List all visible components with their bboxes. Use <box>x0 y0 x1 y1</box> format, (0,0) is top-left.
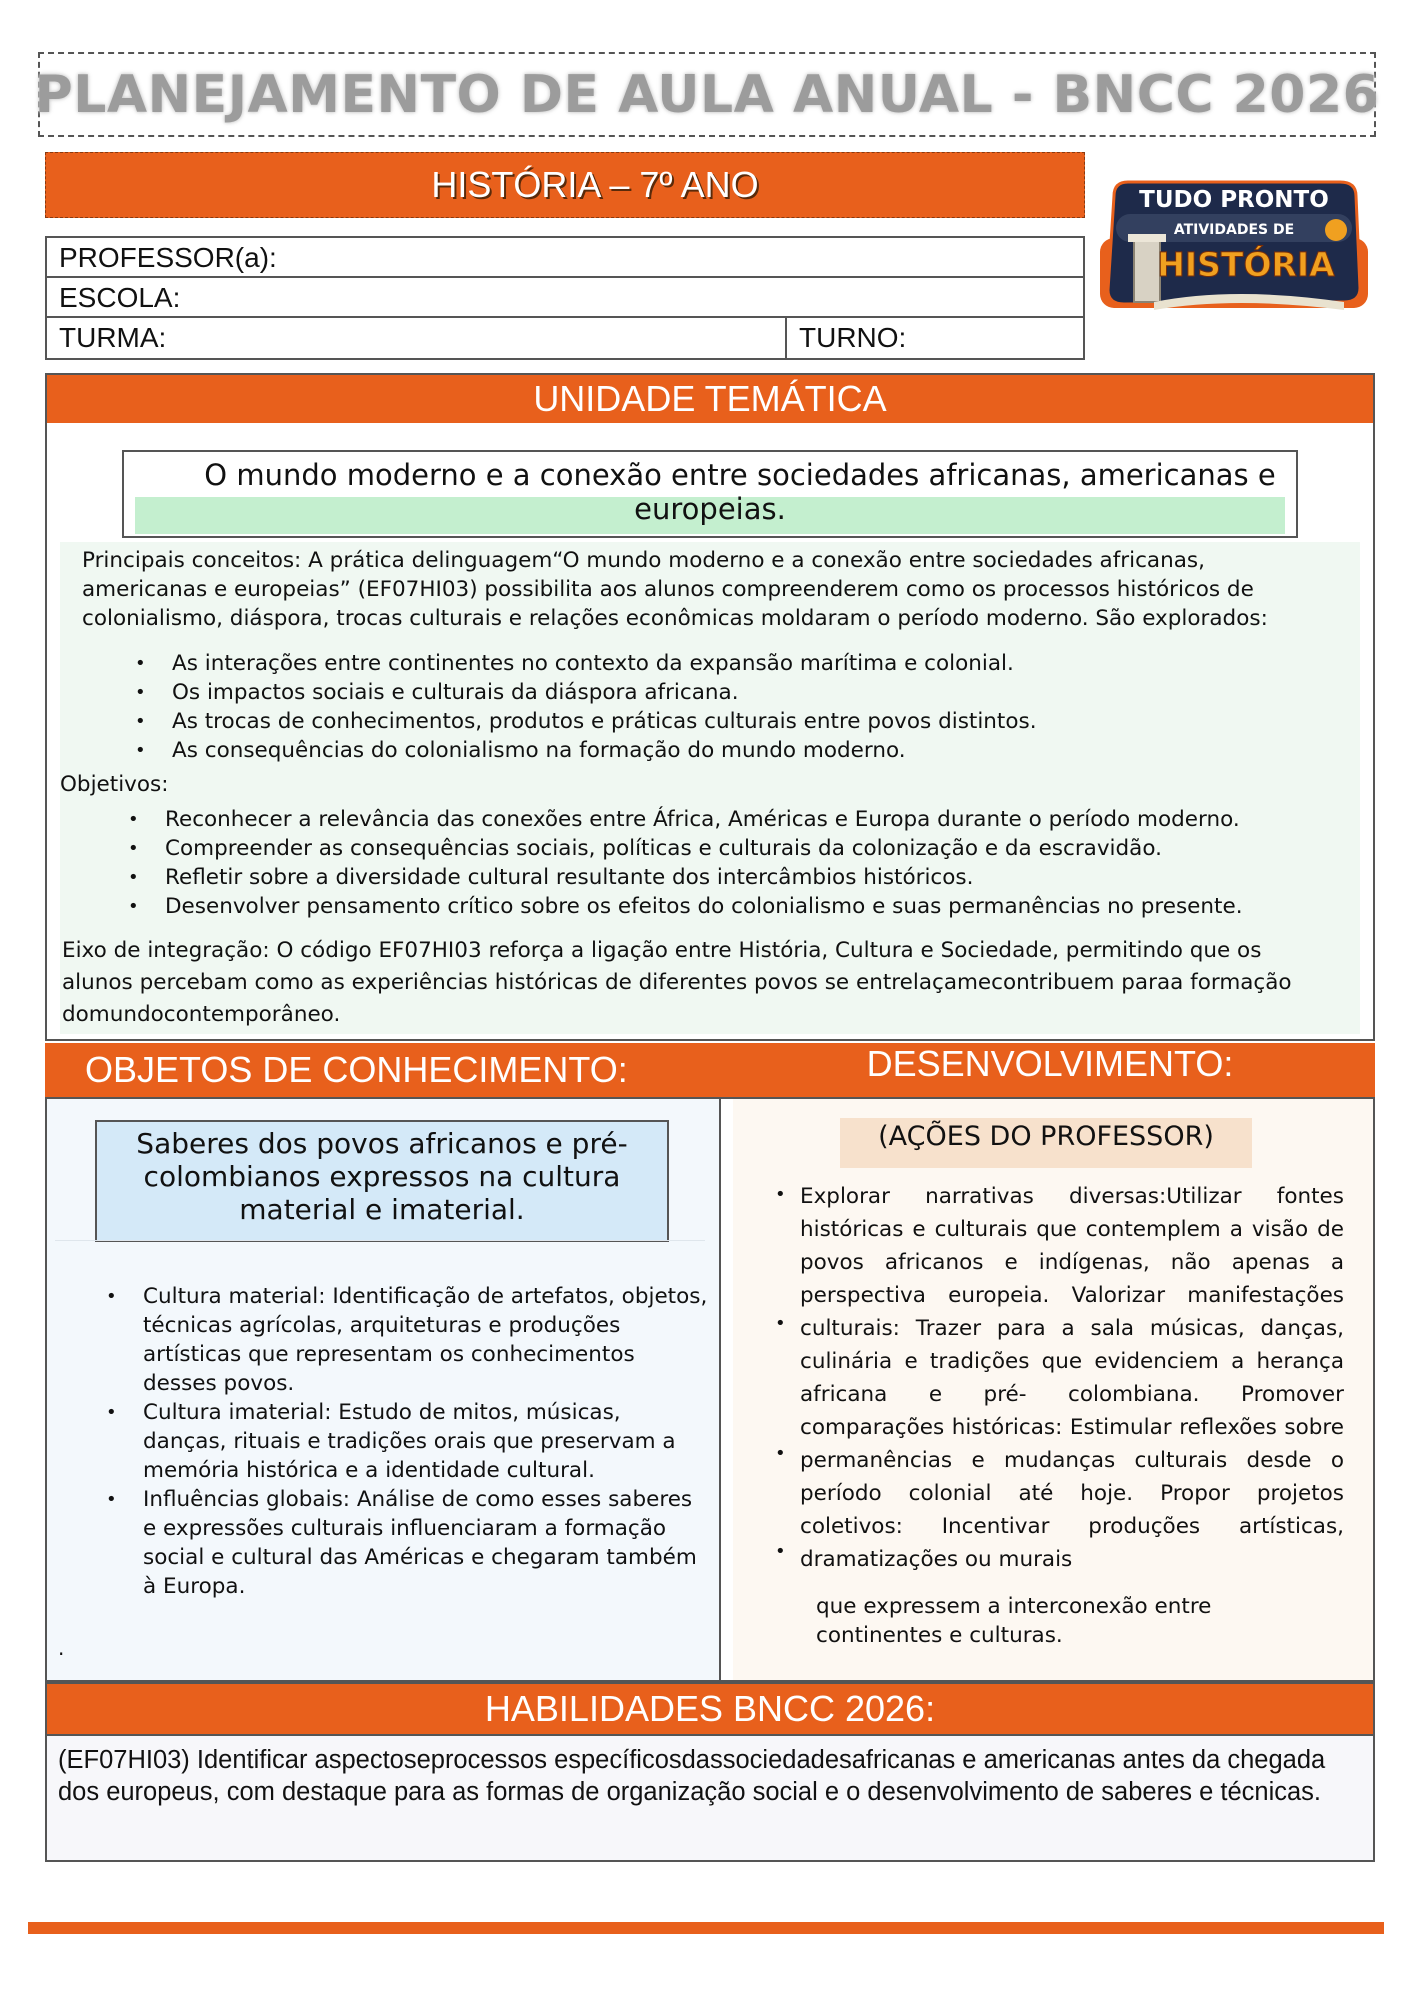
list-item: • Os impactos sociais e culturais da diáspora africana. <box>172 678 1352 707</box>
desenvolvimento-title: DESENVOLVIMENTO: <box>866 1043 1234 1084</box>
list-item: • Reconhecer a relevância das conexões entre África, Américas e Europa durante o período moderno. <box>165 805 1355 834</box>
subject-banner <box>45 152 1085 218</box>
eixo-line3: domundocontemporâneo. <box>62 1002 341 1027</box>
turma-field[interactable] <box>47 318 1083 358</box>
list-item: • As trocas de conhecimentos, produtos e práticas culturais entre povos distintos. <box>172 707 1352 736</box>
objetos-divider <box>55 1240 705 1241</box>
escola-field[interactable] <box>47 278 1083 318</box>
column-divider <box>719 1097 721 1682</box>
bullet-dot: • <box>775 1443 786 1464</box>
desenvolvimento-header <box>725 1043 1375 1097</box>
habilidades-header <box>45 1682 1375 1734</box>
column-icon <box>1134 240 1160 302</box>
list-item: • As interações entre continentes no contexto da expansão marítima e colonial. <box>172 649 1352 678</box>
list-item: • Desenvolver pensamento crítico sobre os efeitos do colonialismo e suas permanências no presente. <box>165 892 1355 921</box>
professor-label: PROFESSOR(a): <box>59 242 277 273</box>
objetos-box-line3: material e imaterial. <box>239 1193 525 1226</box>
bullet-dot: • <box>775 1184 786 1205</box>
conceitos-line2: americanas e europeias” (EF07HI03) possibilita aos alunos compreenderem como os processos históricos de <box>82 577 1254 602</box>
unidade-tematica-title: UNIDADE TEMÁTICA <box>533 378 887 419</box>
list-item: • Compreender as consequências sociais, políticas e culturais da colonização e da escravidão. <box>165 834 1355 863</box>
list-item: • Influências globais: Análise de como esses saberes e expressões culturais influenciaram a formação social e cultural das Américas e chegaram também à Europa. <box>143 1485 708 1601</box>
helmet-icon <box>1325 219 1347 241</box>
habilidades-title: HABILIDADES BNCC 2026: <box>484 1688 936 1729</box>
objetos-header <box>45 1043 725 1097</box>
desenvolvimento-text: Explorar narrativas diversas:Utilizar fontes históricas e culturais que contemplem a visão de povos africanos e indígenas, não apenas a perspectiva europeia. Valorizar manifestações culturais: Trazer para a sala músicas, danças, culinária e tradições que evidenciem a herança africana e pré- colombiana. Promover comparações históricas: Estimular reflexões sobre permanências e mudanças culturais desde o período colonial até hoje. Propor projetos coletivos: Incentivar produções artísticas, dramatizações ou murais <box>800 1184 1344 1572</box>
conceitos-line3: colonialismo, diáspora, trocas culturais e relações econômicas moldaram o período moderno. São explorados: <box>82 606 1268 631</box>
list-item: • Cultura imaterial: Estudo de mitos, músicas, danças, rituais e tradições orais que preservam a memória histórica e a identidade cultural. <box>143 1398 708 1485</box>
objetos-box-text <box>95 1127 669 1226</box>
objetos-list <box>143 1282 708 1601</box>
bullet-dot: • <box>775 1541 786 1562</box>
main-title-text: PLANEJAMENTO DE AULA ANUAL - BNCC 2026 <box>34 64 1380 125</box>
bottom-accent-bar <box>28 1922 1384 1934</box>
subject-text: HISTÓRIA – 7º ANO <box>431 164 759 205</box>
trailing-dot: . <box>58 1636 65 1660</box>
habilidades-text: (EF07HI03) Identificar aspectoseprocessos específicosdassociedadesafricanas e americanas antes da chegada dos europeus, com destaque para as formas de organização social e o desenvolvimento de saberes e técnicas. <box>58 1746 1326 1806</box>
unidade-title-text <box>122 458 1298 526</box>
eixo-line1: Eixo de integração: O código EF07HI03 reforça a ligação entre História, Cultura e Sociedade, permitindo que os <box>62 938 1262 963</box>
turno-field[interactable] <box>785 318 906 358</box>
escola-label: ESCOLA: <box>59 282 181 313</box>
tudo-pronto-logo <box>1094 178 1374 324</box>
list-item: • Cultura material: Identificação de artefatos, objetos, técnicas agrícolas, arquiteturas e produções artísticas que representam os conhecimentos desses povos. <box>143 1282 708 1398</box>
unidade-tematica-header <box>47 375 1373 423</box>
eixo-line2: alunos percebam como as experiências históricas de diferentes povos se entrelaçamecontribuem paraa formação <box>62 970 1292 995</box>
professor-field[interactable] <box>47 238 1083 278</box>
bullet-dot: • <box>775 1313 786 1334</box>
unidade-title-line2: europeias. <box>634 492 786 526</box>
objetos-title: OBJETOS DE CONHECIMENTO: <box>85 1049 628 1090</box>
acoes-professor-label: (AÇÕES DO PROFESSOR) <box>878 1121 1214 1152</box>
objetos-box-line2: colombianos expressos na cultura <box>143 1160 621 1193</box>
info-table <box>45 236 1085 360</box>
column-capital <box>1128 234 1166 242</box>
desenvolvimento-tail: que expressem a interconexão entre continentes e culturas. <box>816 1594 1212 1648</box>
logo-line2: ATIVIDADES DE <box>1173 222 1295 238</box>
list-item: • As consequências do colonialismo na formação do mundo moderno. <box>172 736 1352 765</box>
objetos-box-line1: Saberes dos povos africanos e pré- <box>136 1127 628 1160</box>
unidade-title-line1: O mundo moderno e a conexão entre sociedades africanas, americanas e <box>204 458 1276 492</box>
turma-label: TURMA: <box>59 322 167 353</box>
principais-conceitos <box>82 546 1352 633</box>
logo-line3: HISTÓRIA <box>1157 245 1335 284</box>
conceitos-line1: Principais conceitos: A prática delinguagem“O mundo moderno e a conexão entre sociedades africanas, <box>82 548 1205 573</box>
objetivos-list <box>165 805 1355 921</box>
turno-label: TURNO: <box>799 322 907 353</box>
list-item: • Refletir sobre a diversidade cultural resultante dos intercâmbios históricos. <box>165 863 1355 892</box>
objetivos-label: Objetivos: <box>60 772 169 797</box>
main-title <box>34 52 1380 137</box>
conceitos-list <box>172 649 1352 765</box>
logo-line1: TUDO PRONTO <box>1139 187 1329 213</box>
eixo-integracao <box>62 935 1362 1031</box>
